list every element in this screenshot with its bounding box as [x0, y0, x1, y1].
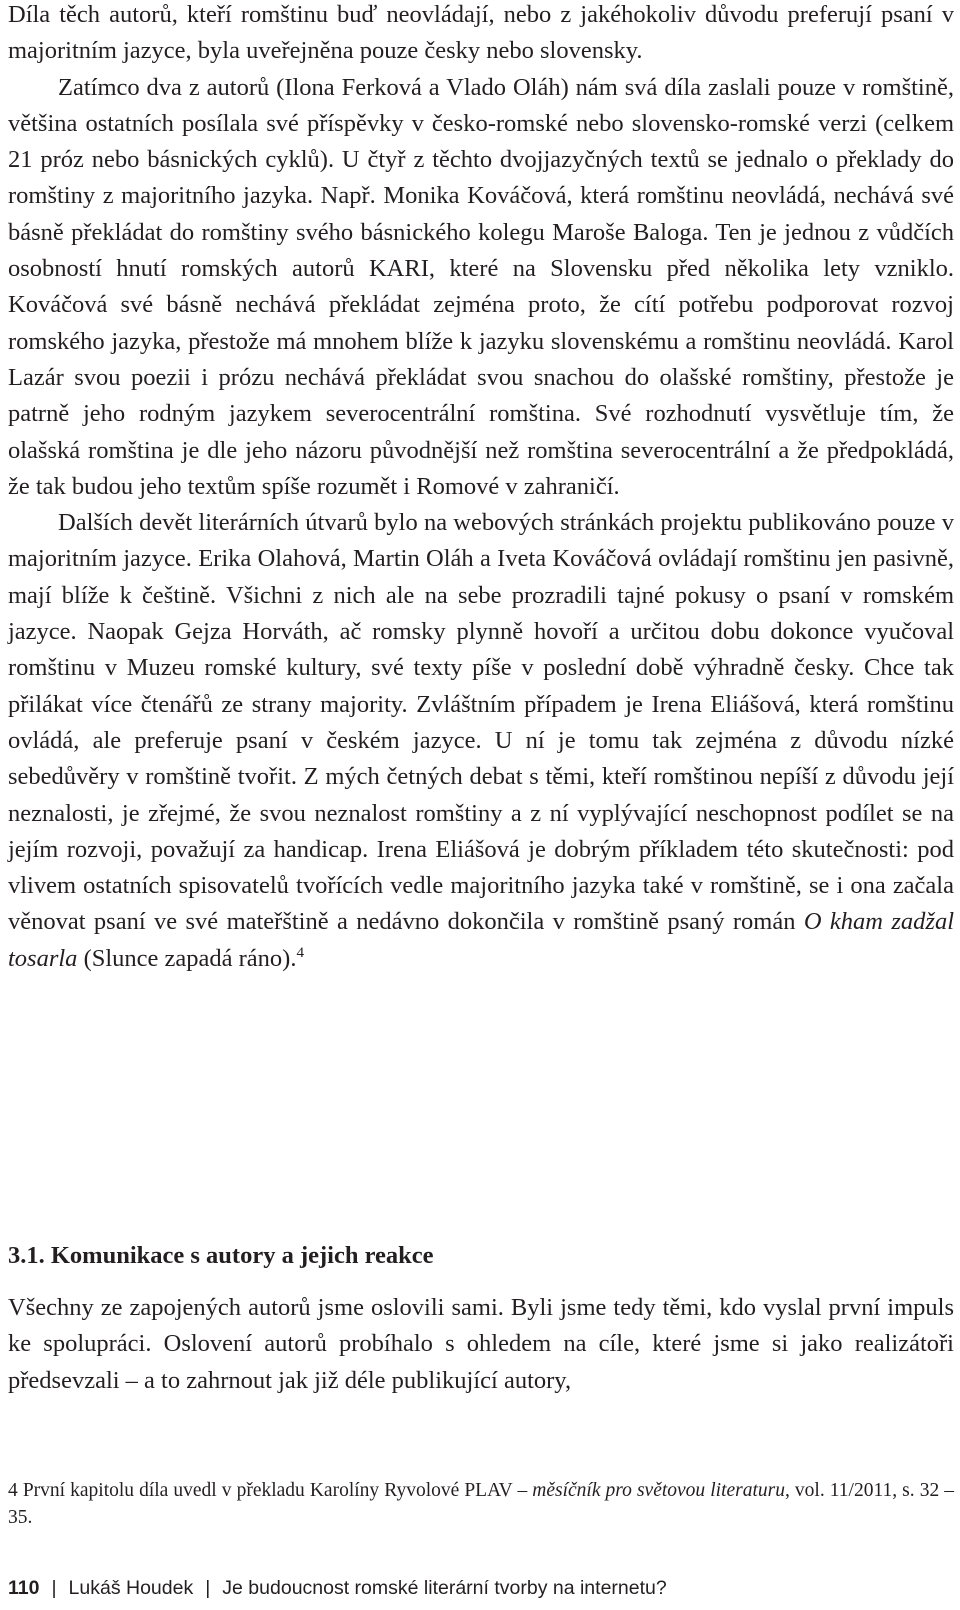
section-heading: 3.1. Komunikace s autory a jejich reakce: [8, 1242, 434, 1269]
novel-title: O kham zadžal tosarla: [8, 908, 955, 972]
paragraph: Díla těch autorů, kteří romštinu buď neovládají, nebo z jakéhokoliv důvodu preferují psaní v majoritním jazyce, byla uveřejněna pouze česky nebo slovensky.: [8, 1, 954, 65]
paragraph: [8, 505, 954, 977]
paragraph-text: Dalších devět literárních útvarů bylo na webových stránkách projektu publikováno pouze v majoritním jazyce. Erika Olahová, Martin Oláh a Iveta Kováčová ovládají romštinu jen pasivně, mají blíže k češtině. Všichni z nich ale na sebe prozradili tajné pokusy o psaní v romském jazyce. Naopak Gejza Horváth, ač romsky plynně hovoří a určitou dobu dokonce vyučoval romštinu v Muzeu romské kultury, své texty píše v poslední době výhradně česky. Chce tak přilákat více čtenářů ze strany majority. Zvláštním případem je Irena Eliášová, která romštinu ovládá, ale preferuje psaní v českém jazyce. U ní je tomu tak zejména z důvodu nízké sebedůvěry v romštině tvořit. Z mých četných debat s těmi, kteří romštinou nepíší z důvodu její neznalosti, je zřejmé, že svou neznalost romštiny a z ní vyplývající neschopnost podílet se na jejím rozvoji, považují za handicap. Irena Eliášová je dobrým příkladem této skutečnosti: pod vlivem ostatních spisovatelů tvořících vedle majoritního jazyka také v romštině, se i ona začala věnovat psaní ve své mateřštině a nedávno dokončila v romštině psaný román: [8, 509, 954, 936]
paragraph: Zatímco dva z autorů (Ilona Ferková a Vlado Oláh) nám svá díla zaslali pouze v romštině, většina ostatních posílala své příspěvky v česko-romské nebo slovensko-romské verzi (celkem 21 próz nebo básnických cyklů). U čtyř z těchto dvojjazyčných textů se jednalo o překlady do romštiny z majoritního jazyka. Např. Monika Kováčová, která romštinu neovládá, nechává své básně překládat do romštiny svého básnického kolegu Maroše Baloga. Ten je jednou z vůdčích osobností hnutí romských autorů KARI, které na Slovensku před několika lety vzniklo. Kováčová své básně nechává překládat zejména proto, že cítí potřebu podporovat rozvoj romského jazyka, přestože má mnohem blíže k jazyku slovenskému a romštinu neovládá. Karol Lazár svou poezii i prózu nechává překládat svou snachou do olašské romštiny, přestože je patrně jeho rodným jazykem severocentrální romština. Své rozhodnutí vysvětluje tím, že olašská romština je dle jeho názoru původnější než romština severocentrální a že předpokládá, že tak budou jeho textům spíše rozumět i Romové v zahraničí.: [8, 73, 954, 500]
footnote-reference[interactable]: 4: [296, 943, 305, 961]
body-section-1: [8, 0, 954, 977]
body-section-2: [8, 1290, 954, 1399]
footnote-text-end: , vol. 11/2011, s. 32 – 35.: [8, 1480, 955, 1528]
footer-separator: |: [205, 1577, 211, 1599]
footnote: [8, 1477, 954, 1531]
footer-title: Je budoucnost romské literární tvorby na internetu?: [222, 1577, 667, 1599]
footnote-text: První kapitolu díla uvedl v překladu Karolíny Ryvolové PLAV –: [22, 1480, 528, 1501]
footer-separator: |: [51, 1577, 57, 1599]
footer-author: Lukáš Houdek: [68, 1577, 194, 1599]
paragraph: Všechny ze zapojených autorů jsme oslovili sami. Byli jsme tedy těmi, kdo vyslal první impuls ke spolupráci. Oslovení autorů probíhalo s ohledem na cíle, které jsme si jako realizátoři předsevzali – a to zahrnout jak již déle publikující autory,: [8, 1294, 954, 1394]
footnote-italic: měsíčník pro světovou literaturu: [532, 1480, 785, 1501]
footnote-number: 4: [8, 1480, 18, 1501]
page-footer: [8, 1576, 667, 1600]
paragraph-text: (Slunce zapadá ráno).: [83, 944, 297, 972]
page-number: 110: [8, 1577, 40, 1599]
